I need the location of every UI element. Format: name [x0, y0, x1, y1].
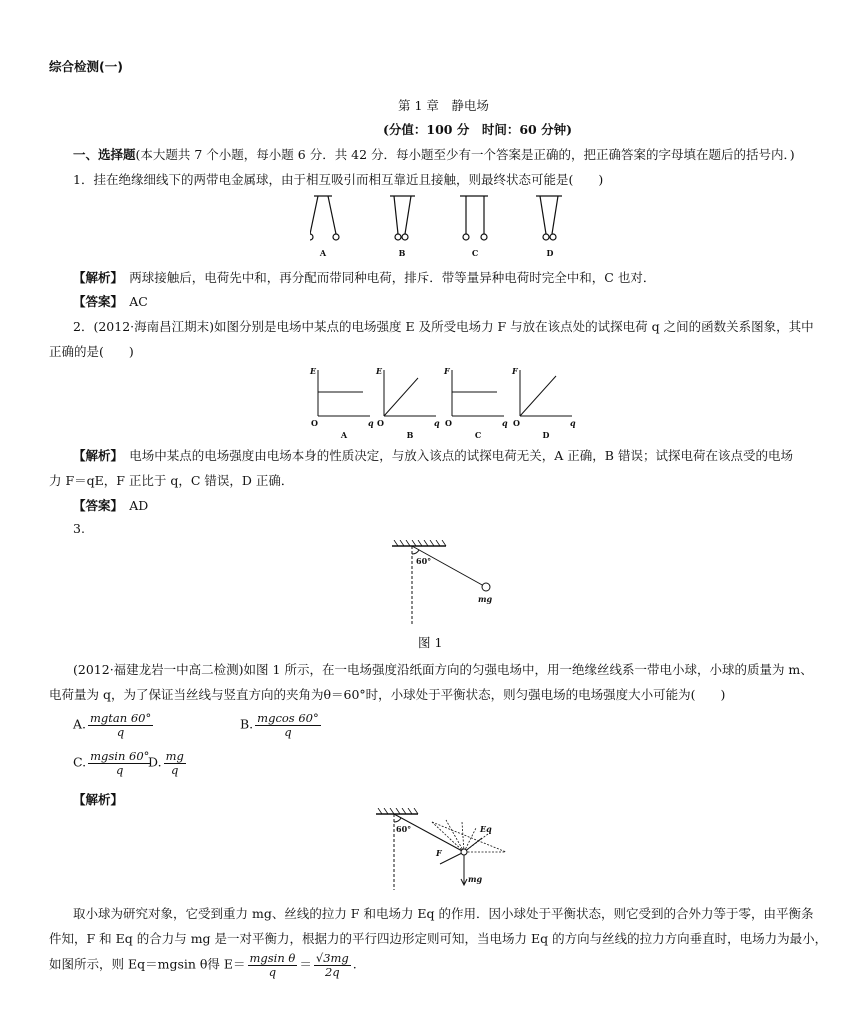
q2-analysis-line2: 力 F＝qE，F 正比于 q，C 错误，D 正确． — [49, 473, 294, 488]
q3-option-a[interactable] — [73, 712, 155, 738]
q1-figure — [310, 192, 570, 262]
q2-stem-line1: 2．(2012·海南昌江期末)如图分别是电场中某点的电场强度 E 及所受电场力 F 与放在该点处的试探电荷 q 之间的函数关系图象，其中 — [73, 319, 814, 334]
q2-d-option: D — [542, 430, 550, 440]
q2-b-option: B — [406, 430, 414, 440]
q3-option-b-num: mgcos 60° — [257, 711, 319, 725]
q1-option-d: D — [546, 248, 554, 258]
q1-ball — [333, 234, 339, 240]
q3-option-a-den: q — [116, 724, 125, 739]
q2-b-origin: O — [377, 418, 384, 428]
q2-analysis-line1 — [73, 446, 793, 464]
q3-fig1-angle: 60° — [416, 556, 432, 566]
q3-option-a-letter: A. — [73, 716, 87, 732]
q1-analysis-line — [73, 268, 655, 286]
q2-analysis-label: 【解析】 — [73, 448, 117, 463]
q1-answer-label: 【答案】 — [73, 294, 117, 309]
q3-option-a-fraction — [88, 712, 153, 738]
q3-stem-line1: (2012·福建龙岩一中高二检测)如图 1 所示，在一电场强度沿纸面方向的匀强电场中，用一绝缘丝线系一带电小球，小球的质量为 m、 — [73, 662, 813, 677]
q3-option-d-num: mg — [165, 749, 184, 763]
q3-option-c[interactable] — [73, 750, 153, 776]
q1-answer: AC — [129, 294, 148, 309]
q3-option-d-letter: D. — [148, 754, 162, 770]
q1-ball — [310, 234, 313, 240]
q3-option-c-fraction — [88, 750, 151, 776]
q3-formula-frac2 — [314, 952, 351, 978]
q3-number: 3. — [73, 521, 85, 536]
part1-heading: 一、选择题 — [73, 147, 136, 162]
q3-option-c-letter: C. — [73, 754, 87, 770]
q3-option-d-den: q — [171, 762, 179, 777]
q3-formula-num2: √3mg — [315, 951, 349, 965]
q1-stem: 1．挂在绝缘细线下的两带电金属球，由于相互吸引而相互靠近且接触，则最终状态可能是( ) — [73, 172, 604, 187]
q3-option-b-letter: B. — [240, 716, 254, 732]
part1-line — [73, 145, 795, 163]
q2-a-ylabel: E — [310, 366, 317, 376]
part1-instructions: (本大题共 7 个小题，每小题 6 分．共 42 分．每小题至少有一个答案是正确的，把正确答案的字母填在题后的括号内．) — [135, 147, 795, 162]
q2-c-ylabel: F — [444, 366, 450, 376]
q2-d-ylabel: F — [512, 366, 518, 376]
section-title: 综合检测(一) — [49, 59, 123, 74]
q3-analysis-label: 【解析】 — [73, 792, 124, 807]
q3-option-b[interactable] — [240, 712, 323, 738]
q3-option-b-den: q — [284, 724, 292, 739]
q3-option-d-fraction — [164, 750, 186, 776]
q3-formula-den2: 2q — [324, 964, 340, 979]
q1-analysis-label: 【解析】 — [73, 270, 117, 285]
q3-stem-line2: 电荷量为 q，为了保证当丝线与竖直方向的夹角为θ＝60°时，小球处于平衡状态，则匀强电场的电场强度大小可能为( ) — [49, 687, 726, 702]
q3-analysis-line1: 取小球为研究对象，它受到重力 mg、丝线的拉力 F 和电场力 Eq 的作用．因小球处于平衡状态，则它受到的合外力等于零，由平衡条 — [73, 906, 814, 921]
q3-fig1-weight: mg — [478, 594, 493, 604]
q3-formula-num1: mgsin θ — [249, 951, 296, 965]
q3-fig2-eq: Eq — [480, 824, 492, 834]
q2-a-option: A — [340, 430, 348, 440]
q1-answer-line — [73, 292, 148, 310]
q2-b-ylabel: E — [376, 366, 383, 376]
q3-formula-eq: ＝ — [299, 956, 312, 972]
q3-option-b-fraction — [255, 712, 321, 738]
q2-a-xlabel: q — [368, 418, 374, 428]
q3-figure-1 — [386, 540, 506, 630]
q2-c-origin: O — [445, 418, 452, 428]
q1-option-a: A — [319, 248, 327, 258]
q3-option-c-den: q — [116, 762, 124, 777]
chapter-title: 第 1 章 静电场 — [398, 98, 489, 113]
q1-option-b: B — [398, 248, 406, 258]
q2-d-origin: O — [513, 418, 520, 428]
q3-formula-end: . — [352, 956, 357, 972]
chapter-meta: (分值：100 分 时间：60 分钟) — [383, 122, 573, 137]
q2-c-xlabel: q — [502, 418, 508, 428]
q2-answer: AD — [129, 498, 149, 513]
q3-analysis-line3 — [49, 952, 357, 978]
q3-option-d[interactable] — [148, 750, 188, 776]
q2-a-origin: O — [311, 418, 318, 428]
q3-fig2-f: F — [436, 848, 442, 858]
q2-b-xlabel: q — [434, 418, 440, 428]
q2-answer-label: 【答案】 — [73, 498, 117, 513]
q3-fig1-caption: 图 1 — [418, 635, 443, 650]
q3-analysis-line3-pre: 如图所示，则 Eq＝mgsin θ得 E＝ — [49, 956, 246, 972]
q3-formula-den1: q — [268, 964, 277, 979]
q1-option-c: C — [471, 248, 479, 258]
q3-option-c-num: mgsin 60° — [90, 749, 150, 763]
q2-stem-line2: 正确的是( ) — [49, 344, 134, 359]
q3-formula-frac1 — [248, 952, 298, 978]
q3-fig2-angle: 60° — [396, 824, 412, 834]
q2-graphs — [308, 364, 588, 440]
q2-d-xlabel: q — [570, 418, 576, 428]
q1-analysis: 两球接触后，电荷先中和，再分配而带同种电荷，排斥．带等量异种电荷时完全中和，C 也对． — [129, 270, 656, 285]
q2-analysis-1: 电场中某点的电场强度由电场本身的性质决定，与放入该点的试探电荷无关，A 正确，B 错误；试探电荷在该点受的电场 — [129, 448, 793, 463]
q3-fig2-weight: mg — [468, 874, 483, 884]
q3-force-figure — [370, 808, 520, 892]
q2-answer-line — [73, 496, 148, 514]
q2-c-option: C — [474, 430, 482, 440]
q3-option-a-num: mgtan 60° — [90, 711, 152, 725]
q3-analysis-line2: 件知，F 和 Eq 的合力与 mg 是一对平衡力，根据力的平行四边形定则可知，当电场力 Eq 的方向与丝线的拉力方向垂直时，电场力为最小， — [49, 931, 828, 946]
